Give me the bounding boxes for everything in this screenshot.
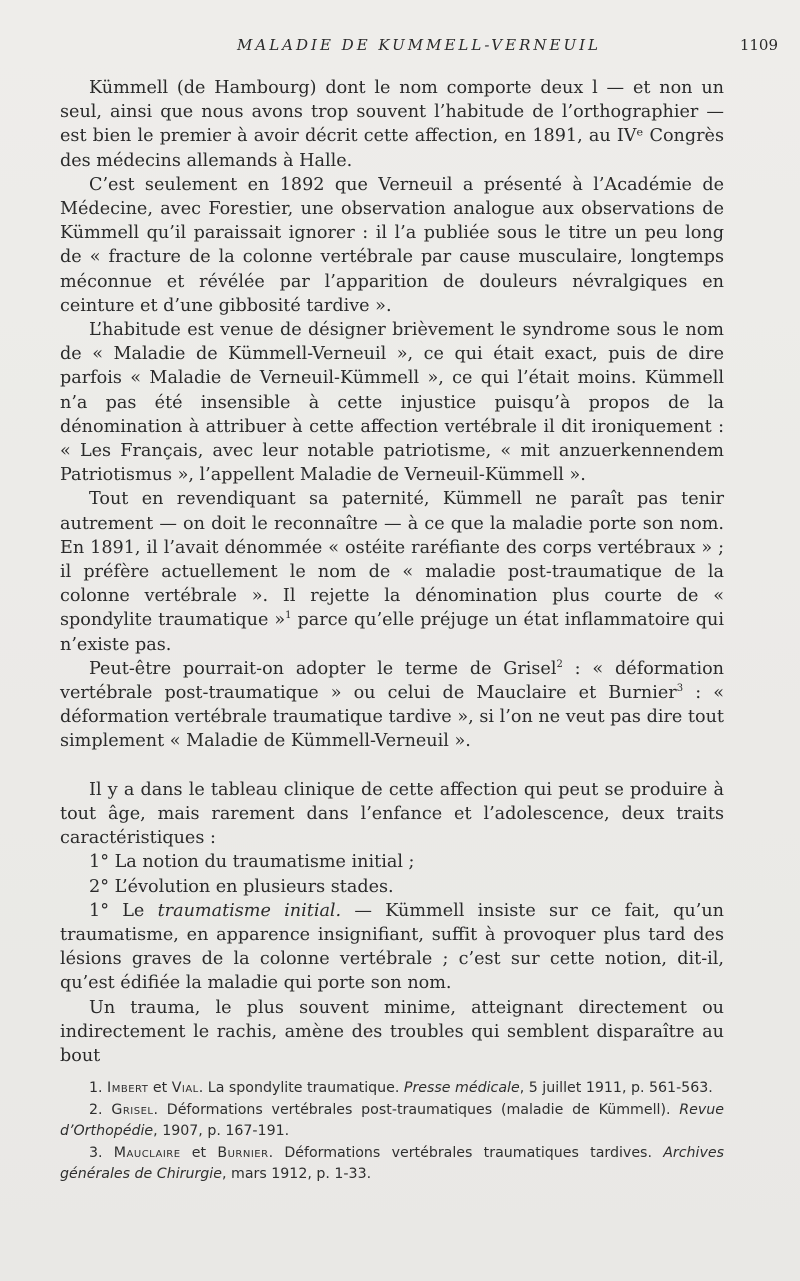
footnote-text: . La spondylite traumatique. bbox=[198, 1080, 404, 1096]
paragraph-text: Tout en revendiquant sa paternité, Kümmell ne paraît pas tenir autrement — on doit le reconnaître — à ce que la maladie porte son nom. En 1891, il l’avait dénommée « ostéite raréfiante des corps vertébraux » ; il préfère actuellement le nom de « maladie post-traumatique de la colonne vertébrale ». Il rejette la dénomination plus courte de « spondylite traumatique » bbox=[60, 489, 724, 631]
footnote-author: Mauclaire bbox=[113, 1145, 181, 1161]
paragraph-text: parce qu’elle préjuge un état inflammatoire qui n’existe pas. bbox=[60, 610, 724, 655]
footnote bbox=[60, 1078, 724, 1099]
footnote-author: Imbert bbox=[107, 1080, 149, 1096]
list-item: 2° L’évolution en plusieurs stades. bbox=[89, 876, 394, 897]
footnote-text: . Déformations vertébrales traumatiques tardives. bbox=[268, 1145, 664, 1161]
footnote-reference: 1 bbox=[285, 610, 292, 622]
paragraph-text: 1° Le bbox=[89, 900, 158, 921]
footnote-journal: Revue d’Orthopédie bbox=[60, 1102, 724, 1139]
paragraph: Il y a dans le tableau clinique de cette affection qui peut se produire à tout âge, mais rarement dans l’enfance et l’adolescence, deux traits caractéristiques : bbox=[60, 779, 724, 849]
section-heading: traumatisme initial. bbox=[157, 900, 342, 921]
paragraph: Kümmell (de Hambourg) dont le nom comporte deux l — et non un seul, ainsi que nous avons trop souvent l’habitude de l’orthographier — est bien le premier à avoir décrit cette affection, en 1891, au IVᵉ Congrès des médecins allemands à Halle. bbox=[60, 78, 724, 171]
paragraph: C’est seulement en 1892 que Verneuil a présenté à l’Académie de Médecine, avec Forestier, une observation analogue aux observations de Kümmell qu’il paraissait ignorer : il l’a publiée sous le titre un peu long de « fracture de la colonne vertébrale par cause musculaire, longtemps méconnue et révélée par l’apparition de douleurs névralgiques en ceinture et d’une gibbosité tardive ». bbox=[60, 174, 724, 316]
footnote-journal: Presse médicale bbox=[403, 1080, 520, 1096]
running-title: MALADIE DE KUMMELL-VERNEUIL bbox=[237, 36, 601, 54]
footnote-reference: 2 bbox=[556, 659, 563, 671]
list-item: 1° La notion du traumatisme initial ; bbox=[89, 852, 415, 873]
paragraph-text: Peut-être pourrait-on adopter le terme de Grisel bbox=[89, 658, 557, 679]
footnote-author: Vial bbox=[171, 1080, 199, 1096]
footnote-journal: Archives générales de Chirurgie bbox=[60, 1145, 725, 1182]
page-header bbox=[60, 36, 778, 60]
paragraph: L’habitude est venue de désigner brièvement le syndrome sous le nom de « Maladie de Kümmell-Verneuil », ce qui était exact, puis de dire parfois « Maladie de Verneuil-Kümmell », ce qui l’était moins. Kümmell n’a pas été insensible à cette injustice puisqu’à propos de la dénomination à attribuer à cette affection vertébrale il dit ironiquement : « Les Français, avec leur notable patriotisme, « mit anzuerkennendem Patriotismus », l’appellent Maladie de Verneuil-Kümmell ». bbox=[60, 320, 724, 486]
paragraph: Un trauma, le plus souvent minime, atteignant directement ou indirectement le rachis, amène des troubles qui semblent disparaître au bout bbox=[60, 997, 724, 1066]
footnotes bbox=[60, 1078, 724, 1186]
paragraph-text: — Kümmell insiste sur ce fait, qu’un traumatisme, en apparence insignifiant, suffit à provoquer plus tard des lésions graves de la colonne vertébrale ; c’est sur cette notion, dit-il, qu’est édifiée la maladie qui porte son nom. bbox=[60, 900, 724, 994]
footnote-text: , 1907, p. 167-191. bbox=[153, 1123, 290, 1139]
main-text bbox=[60, 76, 724, 1068]
footnote-text: et bbox=[148, 1080, 172, 1096]
paragraph-text: : « déformation vertébrale post-traumatique » ou celui de Mauclaire et Burnier bbox=[60, 658, 725, 704]
footnote-number: 2. bbox=[89, 1102, 112, 1118]
paragraph-text: : « déformation vertébrale traumatique tardive », si l’on ne veut pas dire tout simplement « Maladie de Kümmell-Verneuil ». bbox=[60, 683, 724, 752]
footnote-author: Grisel bbox=[111, 1102, 154, 1118]
page-number: 1109 bbox=[739, 36, 778, 54]
section-gap bbox=[60, 754, 724, 778]
footnote-number: 1. bbox=[89, 1080, 108, 1096]
footnote bbox=[60, 1143, 724, 1185]
footnote-text: , 5 juillet 1911, p. 561-563. bbox=[519, 1080, 713, 1096]
footnote bbox=[60, 1100, 724, 1142]
paragraph bbox=[60, 657, 724, 754]
footnote-author: Burnier bbox=[217, 1145, 269, 1161]
footnote-text: . Déformations vertébrales post-traumatiques (maladie de Kümmell). bbox=[153, 1102, 680, 1118]
paragraph bbox=[60, 899, 724, 996]
footnote-number: 3. bbox=[89, 1145, 114, 1161]
footnote-reference: 3 bbox=[676, 683, 684, 695]
paragraph bbox=[60, 487, 724, 656]
footnote-text: et bbox=[180, 1145, 218, 1161]
footnote-text: , mars 1912, p. 1-33. bbox=[221, 1166, 372, 1182]
